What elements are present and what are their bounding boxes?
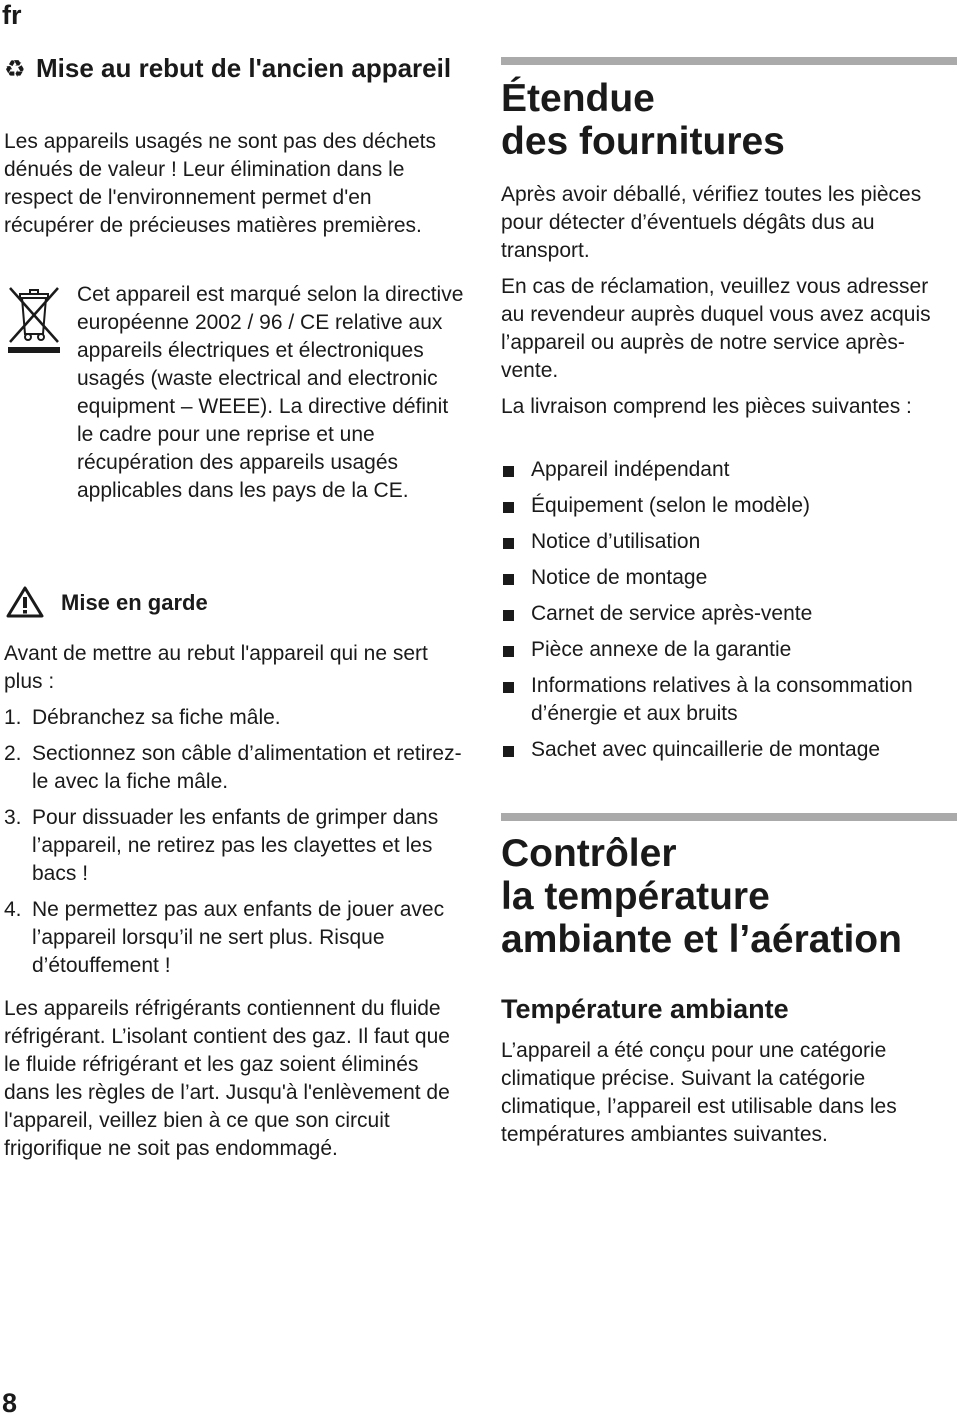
step-item <box>4 740 466 796</box>
control-title-line3: ambiante et l’aération <box>501 918 902 961</box>
ambient-title: Température ambiante <box>501 994 789 1024</box>
list-item: Appareil indépendant <box>501 456 957 484</box>
refrigerant-text: Les appareils réfrigérants contiennent du fluide réfrigérant. L’isolant contient des gaz. Il faut que le fluide réfrigérant et les gaz soient éliminés dans les règles de l’art. Jusqu'à l'enlèvement de l'appareil, veillez bien à ce que son circuit frigorifique ne soit pas endommagé. <box>4 997 450 1160</box>
step-text: Pour dissuader les enfants de grimper dans l’appareil, ne retirez pas les clayettes et les bacs ! <box>32 806 439 885</box>
step-text: Débranchez sa fiche mâle. <box>32 706 281 729</box>
disposal-steps <box>4 704 466 988</box>
crossed-bin-icon <box>6 284 62 354</box>
list-item: Notice de montage <box>501 564 957 592</box>
scope-text <box>501 181 957 421</box>
step-item <box>4 804 466 888</box>
list-item: Pièce annexe de la garantie <box>501 636 957 664</box>
list-item: Équipement (selon le modèle) <box>501 492 957 520</box>
bullet-square-icon <box>503 610 514 621</box>
weee-text: Cet appareil est marqué selon la directive européenne 2002 / 96 / CE relative aux appareils électriques et électroniques usagés (waste electrical and electronic equipment – WEEE). La directive définit le cadre pour une reprise et une récupération des appareils usagés applicables dans les pays de la CE. <box>77 283 464 502</box>
section-rule <box>501 57 957 65</box>
control-title-line2: la température <box>501 875 770 918</box>
step-text: Ne permettez pas aux enfants de jouer avec l’appareil lorsqu’il ne sert plus. Risque d’étouffement ! <box>32 898 445 977</box>
list-item: Informations relatives à la consommation d’énergie et aux bruits <box>501 672 957 728</box>
step-text: Sectionnez son câble d’alimentation et retirez-le avec la fiche mâle. <box>32 742 462 793</box>
disposal-heading <box>4 52 451 86</box>
scope-paragraph: Après avoir déballé, vérifiez toutes les pièces pour détecter d’éventuels dégâts dus au transport. <box>501 183 922 262</box>
step-item <box>4 896 466 980</box>
scope-paragraph: En cas de réclamation, veuillez vous adresser au revendeur auprès duquel vous avez acquis l’appareil ou auprès de notre service après-vente. <box>501 275 931 382</box>
list-item: Sachet avec quincaillerie de montage <box>501 736 957 764</box>
recycle-icon: ♻ <box>4 56 26 83</box>
ambient-text: L’appareil a été conçu pour une catégorie climatique précise. Suivant la catégorie climatique, l’appareil est utilisable dans les températures ambiantes suivantes. <box>501 1039 897 1146</box>
step-number: 2. <box>4 742 22 765</box>
control-title <box>501 832 902 961</box>
section-rule <box>501 813 957 821</box>
bullet-square-icon <box>503 682 514 693</box>
page-number: 8 <box>2 1388 18 1418</box>
ambient-text-block <box>501 1037 957 1149</box>
scope-title-line2: des fournitures <box>501 120 785 163</box>
bullet-square-icon <box>503 538 514 549</box>
step-number: 1. <box>4 706 22 729</box>
warning-intro: Avant de mettre au rebut l'appareil qui ne sert plus : <box>4 642 428 693</box>
list-item: Carnet de service après-vente <box>501 600 957 628</box>
disposal-intro: Les appareils usagés ne sont pas des déchets dénués de valeur ! Leur élimination dans le respect de l'environnement permet d'en récupérer de précieuses matières premières. <box>4 130 436 237</box>
bullet-square-icon <box>503 646 514 657</box>
disposal-title: Mise au rebut de l'ancien appareil <box>36 53 452 83</box>
control-title-line1: Contrôler <box>501 832 677 875</box>
warning-title: Mise en garde <box>61 590 208 615</box>
list-item: Notice d’utilisation <box>501 528 957 556</box>
bullet-square-icon <box>503 502 514 513</box>
scope-paragraph: La livraison comprend les pièces suivantes : <box>501 395 912 418</box>
scope-title <box>501 77 785 163</box>
language-code: fr <box>2 0 22 30</box>
step-number: 3. <box>4 806 22 829</box>
step-item <box>4 704 466 732</box>
bullet-square-icon <box>503 746 514 757</box>
scope-title-line1: Étendue <box>501 77 655 120</box>
warning-icon <box>6 586 44 618</box>
bullet-square-icon <box>503 466 514 477</box>
step-number: 4. <box>4 898 22 921</box>
bullet-square-icon <box>503 574 514 585</box>
delivery-list <box>501 456 957 772</box>
